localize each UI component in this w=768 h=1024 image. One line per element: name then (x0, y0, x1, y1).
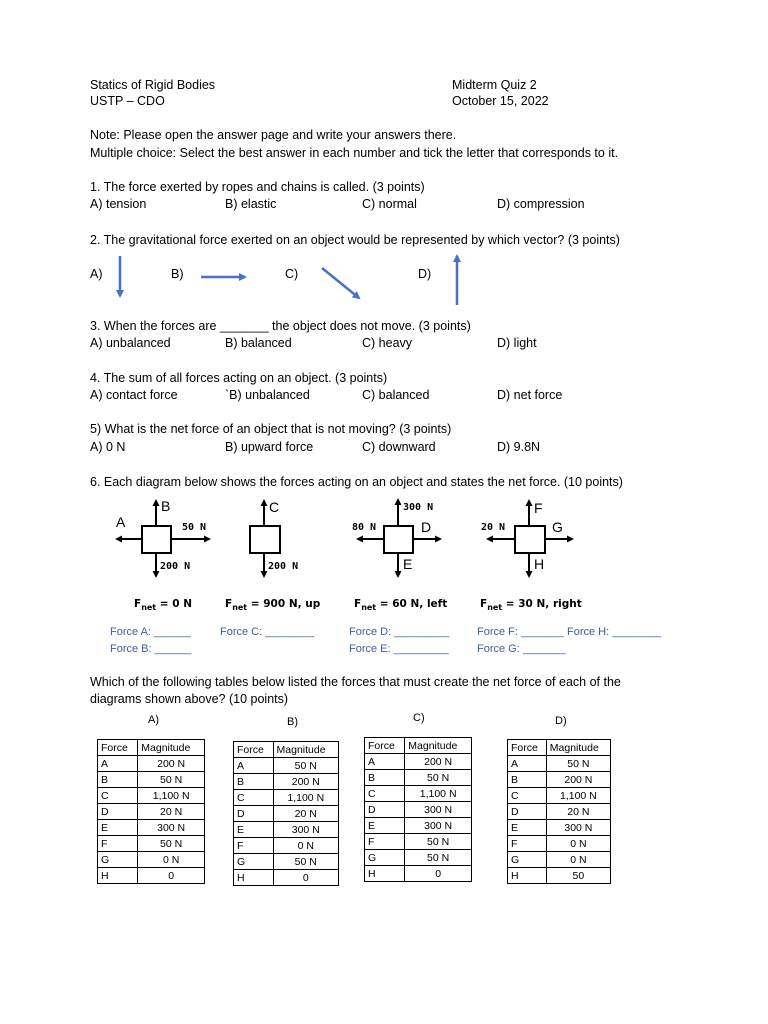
table-cell: 0 (405, 866, 472, 882)
table-b-label[interactable]: B) (287, 716, 298, 728)
force-f-blank[interactable]: Force F: _______ (477, 626, 564, 638)
q1-choice-c[interactable]: C) normal (362, 197, 417, 211)
table-cell: H (508, 868, 547, 884)
question-3: 3. When the forces are _______ the object does not move. (3 points) (90, 319, 471, 333)
table-cell: 0 (138, 868, 205, 884)
table-row (365, 866, 472, 882)
table-cell: H (98, 868, 138, 884)
table-cell: 50 N (138, 836, 205, 852)
table-row (234, 774, 339, 790)
table-row (98, 804, 205, 820)
table-cell: H (365, 866, 405, 882)
d1-right-value: 50 N (182, 522, 207, 533)
table-cell: 20 N (546, 804, 610, 820)
d1-net-force: $F_{net} = 0$ N (134, 598, 192, 613)
force-d-blank[interactable]: Force D: _________ (349, 626, 450, 638)
table-cell: 50 N (273, 758, 338, 774)
table-d (507, 739, 611, 884)
multiple-choice-instructions: Multiple choice: Select the best answer in each number and tick the letter that corresponds to it. (90, 146, 619, 160)
table-row (365, 786, 472, 802)
table-cell: 200 N (138, 756, 205, 772)
table-cell: 300 N (405, 818, 472, 834)
d4-force-f-label: F (534, 500, 543, 516)
table-header: Magnitude (405, 738, 472, 754)
q3-choice-a[interactable]: A) unbalanced (90, 336, 171, 350)
d1-force-b-label: B (161, 498, 171, 514)
q2-choice-d[interactable]: D) (418, 267, 432, 281)
table-cell: E (508, 820, 547, 836)
table-cell: 20 N (138, 804, 205, 820)
table-row (365, 850, 472, 866)
force-a-blank[interactable]: Force A: ______ (110, 626, 191, 638)
arrow-diagonal-icon (322, 268, 359, 298)
diagram-2-object (249, 525, 281, 554)
table-header: Force (98, 740, 138, 756)
question-7-line-1: Which of the following tables below listed the forces that must create the net force of each of the (90, 675, 621, 689)
table-cell: 50 N (546, 756, 610, 772)
table-cell: C (234, 790, 274, 806)
q2-choice-a[interactable]: A) (90, 267, 103, 281)
table-row (234, 822, 339, 838)
table-cell: H (234, 870, 274, 886)
q3-choice-b[interactable]: B) balanced (225, 336, 292, 350)
q4-choice-b[interactable]: `B) unbalanced (225, 388, 310, 402)
table-c-label[interactable]: C) (413, 712, 425, 724)
q1-choice-a[interactable]: A) tension (90, 197, 147, 211)
table-cell: 1,100 N (138, 788, 205, 804)
question-2: 2. The gravitational force exerted on an object would be represented by which vector? (3 points) (90, 233, 620, 247)
diagram-3-object (383, 525, 414, 554)
table-a (97, 739, 205, 884)
table-row (508, 836, 611, 852)
table-cell: 50 N (405, 850, 472, 866)
school-name: USTP – CDO (90, 94, 165, 108)
q4-choice-a[interactable]: A) contact force (90, 388, 178, 402)
table-row (98, 756, 205, 772)
d4-force-h-label: H (534, 556, 545, 572)
table-row (98, 772, 205, 788)
table-row (98, 788, 205, 804)
table-row (508, 804, 611, 820)
table-cell: F (98, 836, 138, 852)
table-cell: 300 N (138, 820, 205, 836)
q3-choice-d[interactable]: D) light (497, 336, 537, 350)
table-cell: 0 (273, 870, 338, 886)
table-cell: F (234, 838, 274, 854)
table-row (98, 868, 205, 884)
table-cell: B (508, 772, 547, 788)
table-cell: 200 N (546, 772, 610, 788)
table-cell: G (508, 852, 547, 868)
question-1: 1. The force exerted by ropes and chains is called. (3 points) (90, 180, 425, 194)
d2-bottom-value: 200 N (268, 561, 299, 572)
q5-choice-c[interactable]: C) downward (362, 440, 436, 454)
table-header: Force (508, 740, 547, 756)
table-cell: 200 N (273, 774, 338, 790)
table-header: Force (234, 742, 274, 758)
table-row (365, 754, 472, 770)
d4-force-g-label: G (552, 519, 563, 535)
table-cell: F (365, 834, 405, 850)
d3-left-value: 80 N (352, 522, 377, 533)
table-cell: 0 N (138, 852, 205, 868)
table-row (234, 790, 339, 806)
q1-choice-d[interactable]: D) compression (497, 197, 585, 211)
table-row (508, 820, 611, 836)
question-5: 5) What is the net force of an object that is not moving? (3 points) (90, 422, 452, 436)
table-row (98, 852, 205, 868)
d1-bottom-value: 200 N (160, 561, 191, 572)
table-cell: E (365, 818, 405, 834)
table-row (98, 836, 205, 852)
d3-top-value: 300 N (403, 502, 434, 513)
q2-choice-b[interactable]: B) (171, 267, 184, 281)
table-header: Force (365, 738, 405, 754)
force-e-blank[interactable]: Force E: _________ (349, 643, 449, 655)
table-row (508, 852, 611, 868)
table-cell: 0 N (546, 852, 610, 868)
table-row (98, 820, 205, 836)
q2-choice-c[interactable]: C) (285, 267, 299, 281)
table-header: Magnitude (273, 742, 338, 758)
q2-vectors (0, 0, 768, 320)
table-cell: E (98, 820, 138, 836)
table-cell: 300 N (273, 822, 338, 838)
force-b-blank[interactable]: Force B: ______ (110, 643, 192, 655)
table-row (508, 756, 611, 772)
table-row (234, 758, 339, 774)
d4-net-force: $F_{net} = 30$ N, right (480, 598, 582, 613)
table-cell: 50 (546, 868, 610, 884)
force-c-blank[interactable]: Force C: ________ (220, 626, 315, 638)
diagram-1-object (141, 525, 172, 554)
force-g-blank[interactable]: Force G: _______ (477, 643, 566, 655)
table-cell: 50 N (138, 772, 205, 788)
table-cell: D (508, 804, 547, 820)
table-cell: B (98, 772, 138, 788)
table-cell: 1,100 N (405, 786, 472, 802)
table-cell: G (234, 854, 274, 870)
table-c (364, 737, 472, 882)
table-cell: 20 N (273, 806, 338, 822)
table-cell: 300 N (405, 802, 472, 818)
table-header: Magnitude (546, 740, 610, 756)
table-a-label[interactable]: A) (148, 714, 159, 726)
question-7-line-2: diagrams shown above? (10 points) (90, 692, 289, 706)
q5-choice-d[interactable]: D) 9.8N (497, 440, 541, 454)
question-4: 4. The sum of all forces acting on an object. (3 points) (90, 371, 388, 385)
table-row (508, 772, 611, 788)
q5-choice-a[interactable]: A) 0 N (90, 440, 126, 454)
table-cell: 300 N (546, 820, 610, 836)
note-text: Note: Please open the answer page and write your answers there. (90, 128, 457, 142)
table-cell: C (98, 788, 138, 804)
table-cell: D (234, 806, 274, 822)
table-cell: 1,100 N (273, 790, 338, 806)
q3-choice-c[interactable]: C) heavy (362, 336, 413, 350)
table-cell: E (234, 822, 274, 838)
q4-choice-c[interactable]: C) balanced (362, 388, 430, 402)
d3-force-e-label: E (403, 556, 413, 572)
diagram-4-object (514, 525, 546, 554)
table-b (233, 741, 339, 886)
table-row (234, 806, 339, 822)
q4-choice-d[interactable]: D) net force (497, 388, 563, 402)
table-cell: D (98, 804, 138, 820)
d2-net-force: $F_{net} = 900$ N, up (225, 598, 321, 613)
d3-force-d-label: D (421, 519, 432, 535)
table-cell: C (508, 788, 547, 804)
table-cell: 1,100 N (546, 788, 610, 804)
table-cell: A (365, 754, 405, 770)
table-row (234, 870, 339, 886)
q1-choice-b[interactable]: B) elastic (225, 197, 277, 211)
d3-net-force: $F_{net} = 60$ N, left (354, 598, 448, 613)
table-row (508, 868, 611, 884)
table-cell: A (234, 758, 274, 774)
table-cell: 50 N (405, 770, 472, 786)
question-6: 6. Each diagram below shows the forces acting on an object and states the net force. (10 points) (90, 475, 623, 489)
table-cell: G (98, 852, 138, 868)
table-row (234, 838, 339, 854)
table-row (365, 818, 472, 834)
table-cell: 0 N (546, 836, 610, 852)
table-row (365, 802, 472, 818)
table-cell: G (365, 850, 405, 866)
quiz-title: Midterm Quiz 2 (452, 78, 537, 92)
quiz-date: October 15, 2022 (452, 94, 549, 108)
table-cell: A (508, 756, 547, 772)
table-cell: B (234, 774, 274, 790)
table-row (234, 854, 339, 870)
table-cell: D (365, 802, 405, 818)
course-title: Statics of Rigid Bodies (90, 78, 216, 92)
table-cell: 200 N (405, 754, 472, 770)
table-cell: C (365, 786, 405, 802)
table-cell: F (508, 836, 547, 852)
table-row (508, 788, 611, 804)
d1-force-a-label: A (116, 514, 126, 530)
table-d-label[interactable]: D) (555, 715, 567, 727)
table-row (365, 770, 472, 786)
d2-force-c-label: C (269, 499, 280, 515)
table-cell: B (365, 770, 405, 786)
table-cell: 50 N (273, 854, 338, 870)
d4-left-value: 20 N (481, 522, 506, 533)
force-h-blank[interactable]: Force H: ________ (567, 626, 662, 638)
table-header: Magnitude (138, 740, 205, 756)
table-cell: A (98, 756, 138, 772)
table-row (365, 834, 472, 850)
table-cell: 0 N (273, 838, 338, 854)
q5-choice-b[interactable]: B) upward force (225, 440, 314, 454)
table-cell: 50 N (405, 834, 472, 850)
